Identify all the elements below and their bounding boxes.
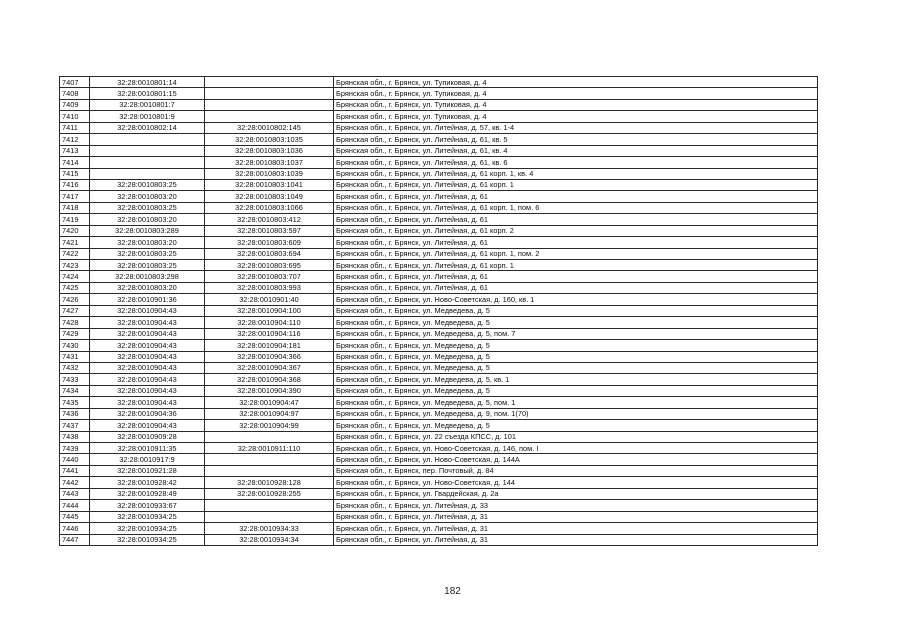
table-row [60,523,818,534]
row-number-cell: 7444 [60,500,90,511]
table-row [60,431,818,442]
address-cell: Брянская обл., г. Брянск, ул. Тупиковая, д. 4 [334,88,818,99]
land-cadastral-number-cell: 32:28:0010904:43 [90,397,205,408]
address-cell: Брянская обл., г. Брянск, ул. 22 съезда КПСС, д. 101 [334,431,818,442]
address-cell: Брянская обл., г. Брянск, ул. Медведева, д. 5 [334,351,818,362]
row-number-cell: 7415 [60,168,90,179]
table-row [60,271,818,282]
table-row [60,305,818,316]
table-row [60,454,818,465]
land-cadastral-number-cell [90,134,205,145]
object-cadastral-number-cell: 32:28:0010803:1037 [205,157,334,168]
row-number-cell: 7418 [60,202,90,213]
row-number-cell: 7445 [60,511,90,522]
table-row [60,465,818,476]
row-number-cell: 7412 [60,134,90,145]
table-row [60,534,818,545]
address-cell: Брянская обл., г. Брянск, ул. Литейная, д. 61 [334,191,818,202]
address-cell: Брянская обл., г. Брянск, ул. Медведева, д. 5, кв. 1 [334,374,818,385]
row-number-cell: 7421 [60,237,90,248]
address-cell: Брянская обл., г. Брянск, ул. Литейная, д. 61 корп. 1 [334,260,818,271]
object-cadastral-number-cell [205,99,334,110]
land-cadastral-number-cell: 32:28:0010933:67 [90,500,205,511]
address-cell: Брянская обл., г. Брянск, ул. Литейная, д. 61 корп. 1, кв. 4 [334,168,818,179]
table-row [60,191,818,202]
object-cadastral-number-cell: 32:28:0010904:390 [205,385,334,396]
object-cadastral-number-cell [205,77,334,88]
address-cell: Брянская обл., г. Брянск, ул. Литейная, д. 33 [334,500,818,511]
table-row [60,420,818,431]
object-cadastral-number-cell: 32:28:0010904:47 [205,397,334,408]
row-number-cell: 7437 [60,420,90,431]
land-cadastral-number-cell: 32:28:0010904:43 [90,362,205,373]
object-cadastral-number-cell [205,111,334,122]
land-cadastral-number-cell: 32:28:0010928:42 [90,477,205,488]
table-row [60,88,818,99]
row-number-cell: 7426 [60,294,90,305]
land-cadastral-number-cell: 32:28:0010934:25 [90,523,205,534]
address-cell: Брянская обл., г. Брянск, ул. Литейная, д. 31 [334,534,818,545]
row-number-cell: 7425 [60,282,90,293]
page-number: 182 [444,586,461,597]
object-cadastral-number-cell: 32:28:0010802:145 [205,122,334,133]
land-cadastral-number-cell: 32:28:0010901:36 [90,294,205,305]
table-row [60,397,818,408]
table-row [60,374,818,385]
table-row [60,294,818,305]
row-number-cell: 7416 [60,179,90,190]
land-cadastral-number-cell: 32:28:0010803:20 [90,282,205,293]
address-cell: Брянская обл., г. Брянск, ул. Литейная, д. 31 [334,523,818,534]
table-row [60,443,818,454]
row-number-cell: 7433 [60,374,90,385]
object-cadastral-number-cell: 32:28:0010904:110 [205,317,334,328]
address-cell: Брянская обл., г. Брянск, ул. Литейная, д. 61 корп. 1, пом. 2 [334,248,818,259]
land-cadastral-number-cell: 32:28:0010904:43 [90,385,205,396]
row-number-cell: 7428 [60,317,90,328]
address-cell: Брянская обл., г. Брянск, ул. Медведева, д. 5 [334,305,818,316]
table-row [60,282,818,293]
land-cadastral-number-cell: 32:28:0010928:49 [90,488,205,499]
address-cell: Брянская обл., г. Брянск, ул. Медведева, д. 5, пом. 1 [334,397,818,408]
land-cadastral-number-cell: 32:28:0010904:43 [90,351,205,362]
address-cell: Брянская обл., г. Брянск, ул. Литейная, д. 61, кв. 5 [334,134,818,145]
land-cadastral-number-cell: 32:28:0010904:43 [90,317,205,328]
table-row [60,408,818,419]
address-cell: Брянская обл., г. Брянск, пер. Почтовый, д. 84 [334,465,818,476]
land-cadastral-number-cell: 32:28:0010904:43 [90,374,205,385]
object-cadastral-number-cell: 32:28:0010934:33 [205,523,334,534]
object-cadastral-number-cell: 32:28:0010803:1041 [205,179,334,190]
table-row [60,111,818,122]
land-cadastral-number-cell: 32:28:0010904:43 [90,340,205,351]
table-row [60,477,818,488]
address-cell: Брянская обл., г. Брянск, ул. Литейная, д. 61 [334,237,818,248]
row-number-cell: 7442 [60,477,90,488]
table-row [60,317,818,328]
table-row [60,157,818,168]
row-number-cell: 7432 [60,362,90,373]
object-cadastral-number-cell: 32:28:0010904:181 [205,340,334,351]
address-cell: Брянская обл., г. Брянск, ул. Ново-Советская, д. 144 [334,477,818,488]
table-row [60,202,818,213]
object-cadastral-number-cell: 32:28:0010803:694 [205,248,334,259]
table-row [60,248,818,259]
row-number-cell: 7431 [60,351,90,362]
land-cadastral-number-cell [90,168,205,179]
address-cell: Брянская обл., г. Брянск, ул. Медведева, д. 5, пом. 7 [334,328,818,339]
address-cell: Брянская обл., г. Брянск, ул. Литейная, д. 61 [334,282,818,293]
object-cadastral-number-cell [205,431,334,442]
land-cadastral-number-cell: 32:28:0010934:25 [90,534,205,545]
object-cadastral-number-cell: 32:28:0010904:367 [205,362,334,373]
land-cadastral-number-cell: 32:28:0010801:9 [90,111,205,122]
land-cadastral-number-cell: 32:28:0010801:14 [90,77,205,88]
row-number-cell: 7410 [60,111,90,122]
object-cadastral-number-cell [205,465,334,476]
object-cadastral-number-cell: 32:28:0010928:255 [205,488,334,499]
address-cell: Брянская обл., г. Брянск, ул. Медведева, д. 5 [334,340,818,351]
table-row [60,122,818,133]
table-row [60,340,818,351]
table-row [60,328,818,339]
object-cadastral-number-cell [205,88,334,99]
land-cadastral-number-cell: 32:28:0010904:43 [90,420,205,431]
row-number-cell: 7430 [60,340,90,351]
object-cadastral-number-cell: 32:28:0010904:97 [205,408,334,419]
object-cadastral-number-cell: 32:28:0010901:40 [205,294,334,305]
row-number-cell: 7417 [60,191,90,202]
row-number-cell: 7434 [60,385,90,396]
address-cell: Брянская обл., г. Брянск, ул. Литейная, д. 61 [334,271,818,282]
address-cell: Брянская обл., г. Брянск, ул. Ново-Советская, д. 160, кв. 1 [334,294,818,305]
land-cadastral-number-cell: 32:28:0010803:298 [90,271,205,282]
land-cadastral-number-cell: 32:28:0010801:15 [90,88,205,99]
row-number-cell: 7435 [60,397,90,408]
object-cadastral-number-cell: 32:28:0010803:1066 [205,202,334,213]
table-row [60,145,818,156]
row-number-cell: 7429 [60,328,90,339]
row-number-cell: 7447 [60,534,90,545]
address-cell: Брянская обл., г. Брянск, ул. Медведева, д. 9, пом. 1(70) [334,408,818,419]
address-cell: Брянская обл., г. Брянск, ул. Литейная, д. 61, кв. 6 [334,157,818,168]
row-number-cell: 7419 [60,214,90,225]
object-cadastral-number-cell: 32:28:0010803:695 [205,260,334,271]
land-cadastral-number-cell: 32:28:0010803:25 [90,248,205,259]
row-number-cell: 7414 [60,157,90,168]
land-cadastral-number-cell: 32:28:0010803:20 [90,191,205,202]
address-cell: Брянская обл., г. Брянск, ул. Литейная, д. 61 корп. 1, пом. 6 [334,202,818,213]
table-row [60,260,818,271]
land-cadastral-number-cell: 32:28:0010904:36 [90,408,205,419]
object-cadastral-number-cell [205,454,334,465]
table-row [60,385,818,396]
land-cadastral-number-cell: 32:28:0010909:28 [90,431,205,442]
address-cell: Брянская обл., г. Брянск, ул. Ново-Советская, д. 144А [334,454,818,465]
object-cadastral-number-cell: 32:28:0010803:993 [205,282,334,293]
land-cadastral-number-cell: 32:28:0010911:35 [90,443,205,454]
object-cadastral-number-cell: 32:28:0010803:412 [205,214,334,225]
land-cadastral-number-cell: 32:28:0010934:25 [90,511,205,522]
table-row [60,77,818,88]
land-cadastral-number-cell: 32:28:0010801:7 [90,99,205,110]
register-table-body [60,77,818,546]
row-number-cell: 7439 [60,443,90,454]
land-cadastral-number-cell: 32:28:0010904:43 [90,328,205,339]
object-cadastral-number-cell: 32:28:0010904:368 [205,374,334,385]
table-row [60,168,818,179]
land-cadastral-number-cell [90,145,205,156]
row-number-cell: 7411 [60,122,90,133]
land-cadastral-number-cell: 32:28:0010803:25 [90,179,205,190]
object-cadastral-number-cell: 32:28:0010803:707 [205,271,334,282]
address-cell: Брянская обл., г. Брянск, ул. Тупиковая, д. 4 [334,77,818,88]
object-cadastral-number-cell: 32:28:0010934:34 [205,534,334,545]
row-number-cell: 7424 [60,271,90,282]
object-cadastral-number-cell: 32:28:0010904:116 [205,328,334,339]
row-number-cell: 7427 [60,305,90,316]
address-cell: Брянская обл., г. Брянск, ул. Тупиковая, д. 4 [334,99,818,110]
address-cell: Брянская обл., г. Брянск, ул. Литейная, д. 61 корп. 2 [334,225,818,236]
address-cell: Брянская обл., г. Брянск, ул. Литейная, д. 31 [334,511,818,522]
object-cadastral-number-cell: 32:28:0010904:366 [205,351,334,362]
address-cell: Брянская обл., г. Брянск, ул. Гвардейская, д. 2а [334,488,818,499]
table-row [60,225,818,236]
object-cadastral-number-cell: 32:28:0010803:609 [205,237,334,248]
land-cadastral-number-cell: 32:28:0010803:20 [90,214,205,225]
row-number-cell: 7407 [60,77,90,88]
row-number-cell: 7441 [60,465,90,476]
address-cell: Брянская обл., г. Брянск, ул. Ново-Советская, д. 146, пом. I [334,443,818,454]
object-cadastral-number-cell: 32:28:0010803:1035 [205,134,334,145]
property-register-table [59,76,818,546]
object-cadastral-number-cell: 32:28:0010803:1036 [205,145,334,156]
row-number-cell: 7446 [60,523,90,534]
row-number-cell: 7413 [60,145,90,156]
row-number-cell: 7443 [60,488,90,499]
land-cadastral-number-cell: 32:28:0010803:25 [90,260,205,271]
object-cadastral-number-cell [205,500,334,511]
object-cadastral-number-cell [205,511,334,522]
object-cadastral-number-cell: 32:28:0010803:1039 [205,168,334,179]
object-cadastral-number-cell: 32:28:0010904:99 [205,420,334,431]
land-cadastral-number-cell: 32:28:0010917:9 [90,454,205,465]
land-cadastral-number-cell: 32:28:0010803:20 [90,237,205,248]
row-number-cell: 7436 [60,408,90,419]
table-row [60,511,818,522]
table-row [60,99,818,110]
table-row [60,351,818,362]
row-number-cell: 7408 [60,88,90,99]
address-cell: Брянская обл., г. Брянск, ул. Медведева, д. 5 [334,385,818,396]
address-cell: Брянская обл., г. Брянск, ул. Медведева, д. 5 [334,317,818,328]
object-cadastral-number-cell: 32:28:0010904:100 [205,305,334,316]
object-cadastral-number-cell: 32:28:0010928:128 [205,477,334,488]
land-cadastral-number-cell: 32:28:0010802:14 [90,122,205,133]
row-number-cell: 7420 [60,225,90,236]
address-cell: Брянская обл., г. Брянск, ул. Литейная, д. 57, кв. 1-4 [334,122,818,133]
land-cadastral-number-cell: 32:28:0010921:28 [90,465,205,476]
object-cadastral-number-cell: 32:28:0010803:1049 [205,191,334,202]
address-cell: Брянская обл., г. Брянск, ул. Тупиковая, д. 4 [334,111,818,122]
address-cell: Брянская обл., г. Брянск, ул. Литейная, д. 61 [334,214,818,225]
object-cadastral-number-cell: 32:28:0010803:597 [205,225,334,236]
table-row [60,179,818,190]
row-number-cell: 7423 [60,260,90,271]
land-cadastral-number-cell: 32:28:0010904:43 [90,305,205,316]
table-row [60,488,818,499]
table-row [60,500,818,511]
table-row [60,214,818,225]
table-row [60,134,818,145]
object-cadastral-number-cell: 32:28:0010911:110 [205,443,334,454]
land-cadastral-number-cell: 32:28:0010803:289 [90,225,205,236]
row-number-cell: 7438 [60,431,90,442]
address-cell: Брянская обл., г. Брянск, ул. Литейная, д. 61 корп. 1 [334,179,818,190]
row-number-cell: 7409 [60,99,90,110]
address-cell: Брянская обл., г. Брянск, ул. Литейная, д. 61, кв. 4 [334,145,818,156]
land-cadastral-number-cell [90,157,205,168]
row-number-cell: 7422 [60,248,90,259]
address-cell: Брянская обл., г. Брянск, ул. Медведева, д. 5 [334,362,818,373]
table-row [60,362,818,373]
land-cadastral-number-cell: 32:28:0010803:25 [90,202,205,213]
table-row [60,237,818,248]
address-cell: Брянская обл., г. Брянск, ул. Медведева, д. 5 [334,420,818,431]
row-number-cell: 7440 [60,454,90,465]
